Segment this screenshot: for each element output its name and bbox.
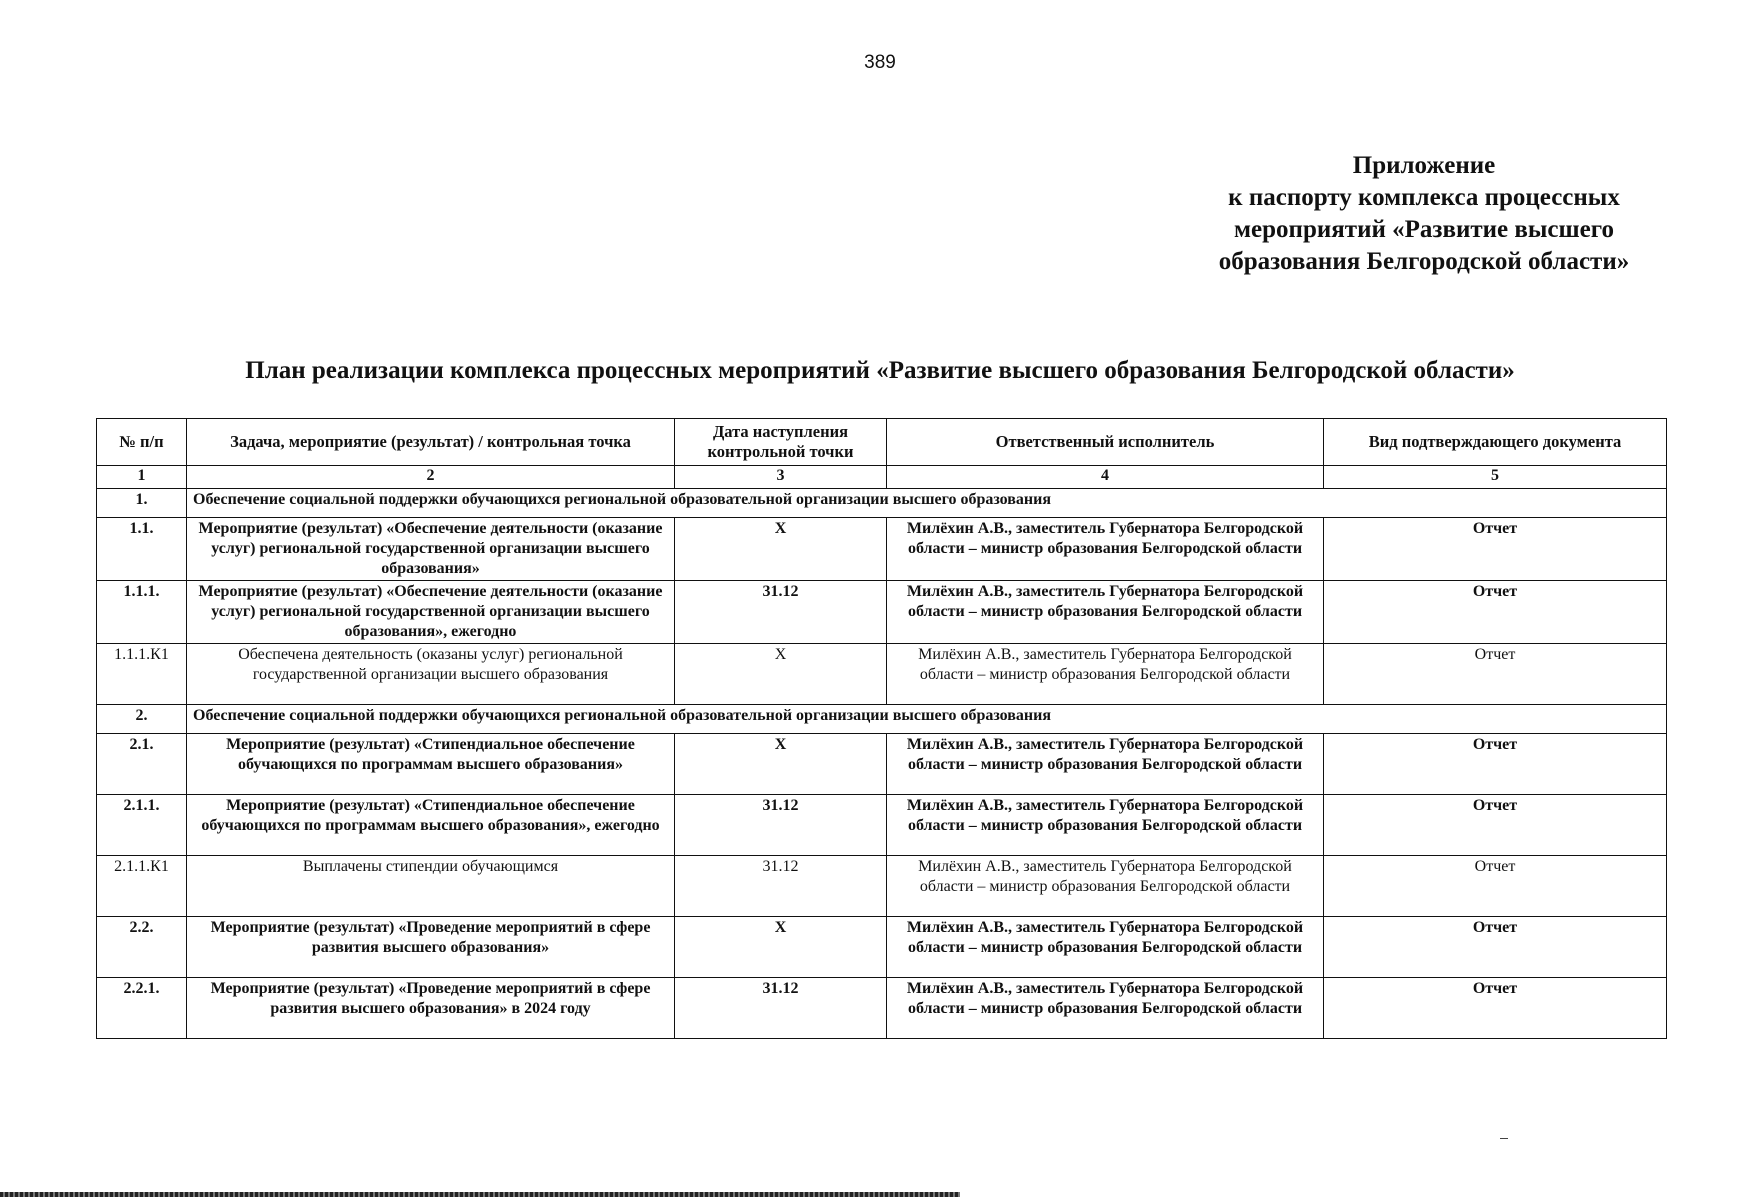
appendix-block xyxy=(1184,150,1664,278)
row-responsible: Милёхин А.В., заместитель Губернатора Белгородской области – министр образования Белгородской области xyxy=(887,917,1324,978)
row-document: Отчет xyxy=(1324,581,1667,644)
table-row xyxy=(97,581,1667,644)
row-number: 2.1.1.К1 xyxy=(97,856,187,917)
appendix-line: образования Белгородской области» xyxy=(1218,248,1630,275)
row-task: Обеспечена деятельность (оказаны услуг) региональной государственной организации высшего образования xyxy=(187,644,675,705)
header-document: Вид подтверждающего документа xyxy=(1324,419,1667,466)
table-header-row xyxy=(97,419,1667,466)
table-row xyxy=(97,518,1667,581)
row-date: 31.12 xyxy=(675,581,887,644)
row-number: 1. xyxy=(97,489,187,518)
header-num: № п/п xyxy=(97,419,187,466)
header-date: Дата наступления контрольной точки xyxy=(675,419,887,466)
row-responsible: Милёхин А.В., заместитель Губернатора Белгородской области – министр образования Белгородской области xyxy=(887,734,1324,795)
table-row xyxy=(97,795,1667,856)
plan-table xyxy=(96,418,1667,1039)
row-responsible: Милёхин А.В., заместитель Губернатора Белгородской области – министр образования Белгородской области xyxy=(887,581,1324,644)
section-title: Обеспечение социальной поддержки обучающихся региональной образовательной организации высшего образования xyxy=(187,705,1667,734)
row-document: Отчет xyxy=(1324,518,1667,581)
row-document: Отчет xyxy=(1324,856,1667,917)
row-date: Х xyxy=(675,644,887,705)
row-task: Мероприятие (результат) «Стипендиальное обеспечение обучающихся по программам высшего образования», ежегодно xyxy=(187,795,675,856)
row-task: Мероприятие (результат) «Обеспечение деятельности (оказание услуг) региональной государственной организации высшего образования», ежегодно xyxy=(187,581,675,644)
row-number: 1.1.1. xyxy=(97,581,187,644)
column-number: 5 xyxy=(1324,466,1667,489)
row-responsible: Милёхин А.В., заместитель Губернатора Белгородской области – министр образования Белгородской области xyxy=(887,795,1324,856)
header-responsible: Ответственный исполнитель xyxy=(887,419,1324,466)
row-responsible: Милёхин А.В., заместитель Губернатора Белгородской области – министр образования Белгородской области xyxy=(887,978,1324,1039)
column-number: 4 xyxy=(887,466,1324,489)
row-task: Мероприятие (результат) «Проведение мероприятий в сфере развития высшего образования» xyxy=(187,917,675,978)
row-document: Отчет xyxy=(1324,795,1667,856)
row-number: 2.2. xyxy=(97,917,187,978)
row-number: 2.1. xyxy=(97,734,187,795)
section-row xyxy=(97,705,1667,734)
row-number: 1.1. xyxy=(97,518,187,581)
scan-edge-bar xyxy=(0,1192,960,1197)
row-date: Х xyxy=(675,917,887,978)
appendix-line: мероприятий «Развитие высшего xyxy=(1234,216,1614,243)
column-number: 3 xyxy=(675,466,887,489)
header-task: Задача, мероприятие (результат) / контрольная точка xyxy=(187,419,675,466)
row-responsible: Милёхин А.В., заместитель Губернатора Белгородской области – министр образования Белгородской области xyxy=(887,856,1324,917)
row-number: 2.2.1. xyxy=(97,978,187,1039)
section-row xyxy=(97,489,1667,518)
table-row xyxy=(97,734,1667,795)
column-number: 2 xyxy=(187,466,675,489)
row-date: 31.12 xyxy=(675,856,887,917)
appendix-line: Приложение xyxy=(1352,152,1496,179)
row-date: 31.12 xyxy=(675,978,887,1039)
row-date: Х xyxy=(675,518,887,581)
column-number: 1 xyxy=(97,466,187,489)
page-number: 389 xyxy=(864,52,896,73)
row-task: Мероприятие (результат) «Проведение мероприятий в сфере развития высшего образования» в 2024 году xyxy=(187,978,675,1039)
row-document: Отчет xyxy=(1324,978,1667,1039)
row-responsible: Милёхин А.В., заместитель Губернатора Белгородской области – министр образования Белгородской области xyxy=(887,644,1324,705)
row-task: Мероприятие (результат) «Стипендиальное обеспечение обучающихся по программам высшего образования» xyxy=(187,734,675,795)
table-row xyxy=(97,917,1667,978)
plan-title: План реализации комплекса процессных мероприятий «Развитие высшего образования Белгородской области» xyxy=(245,357,1515,384)
row-document: Отчет xyxy=(1324,644,1667,705)
row-task: Мероприятие (результат) «Обеспечение деятельности (оказание услуг) региональной государственной организации высшего образования» xyxy=(187,518,675,581)
appendix-line: к паспорту комплекса процессных xyxy=(1228,184,1620,211)
row-number: 1.1.1.К1 xyxy=(97,644,187,705)
column-number-row xyxy=(97,466,1667,489)
section-title: Обеспечение социальной поддержки обучающихся региональной образовательной организации высшего образования xyxy=(187,489,1667,518)
row-date: 31.12 xyxy=(675,795,887,856)
row-responsible: Милёхин А.В., заместитель Губернатора Белгородской области – министр образования Белгородской области xyxy=(887,518,1324,581)
row-task: Выплачены стипендии обучающимся xyxy=(187,856,675,917)
scan-mark xyxy=(1500,1138,1508,1139)
row-document: Отчет xyxy=(1324,917,1667,978)
row-document: Отчет xyxy=(1324,734,1667,795)
table-row xyxy=(97,856,1667,917)
table-row xyxy=(97,978,1667,1039)
row-date: Х xyxy=(675,734,887,795)
row-number: 2.1.1. xyxy=(97,795,187,856)
table-row xyxy=(97,644,1667,705)
row-number: 2. xyxy=(97,705,187,734)
